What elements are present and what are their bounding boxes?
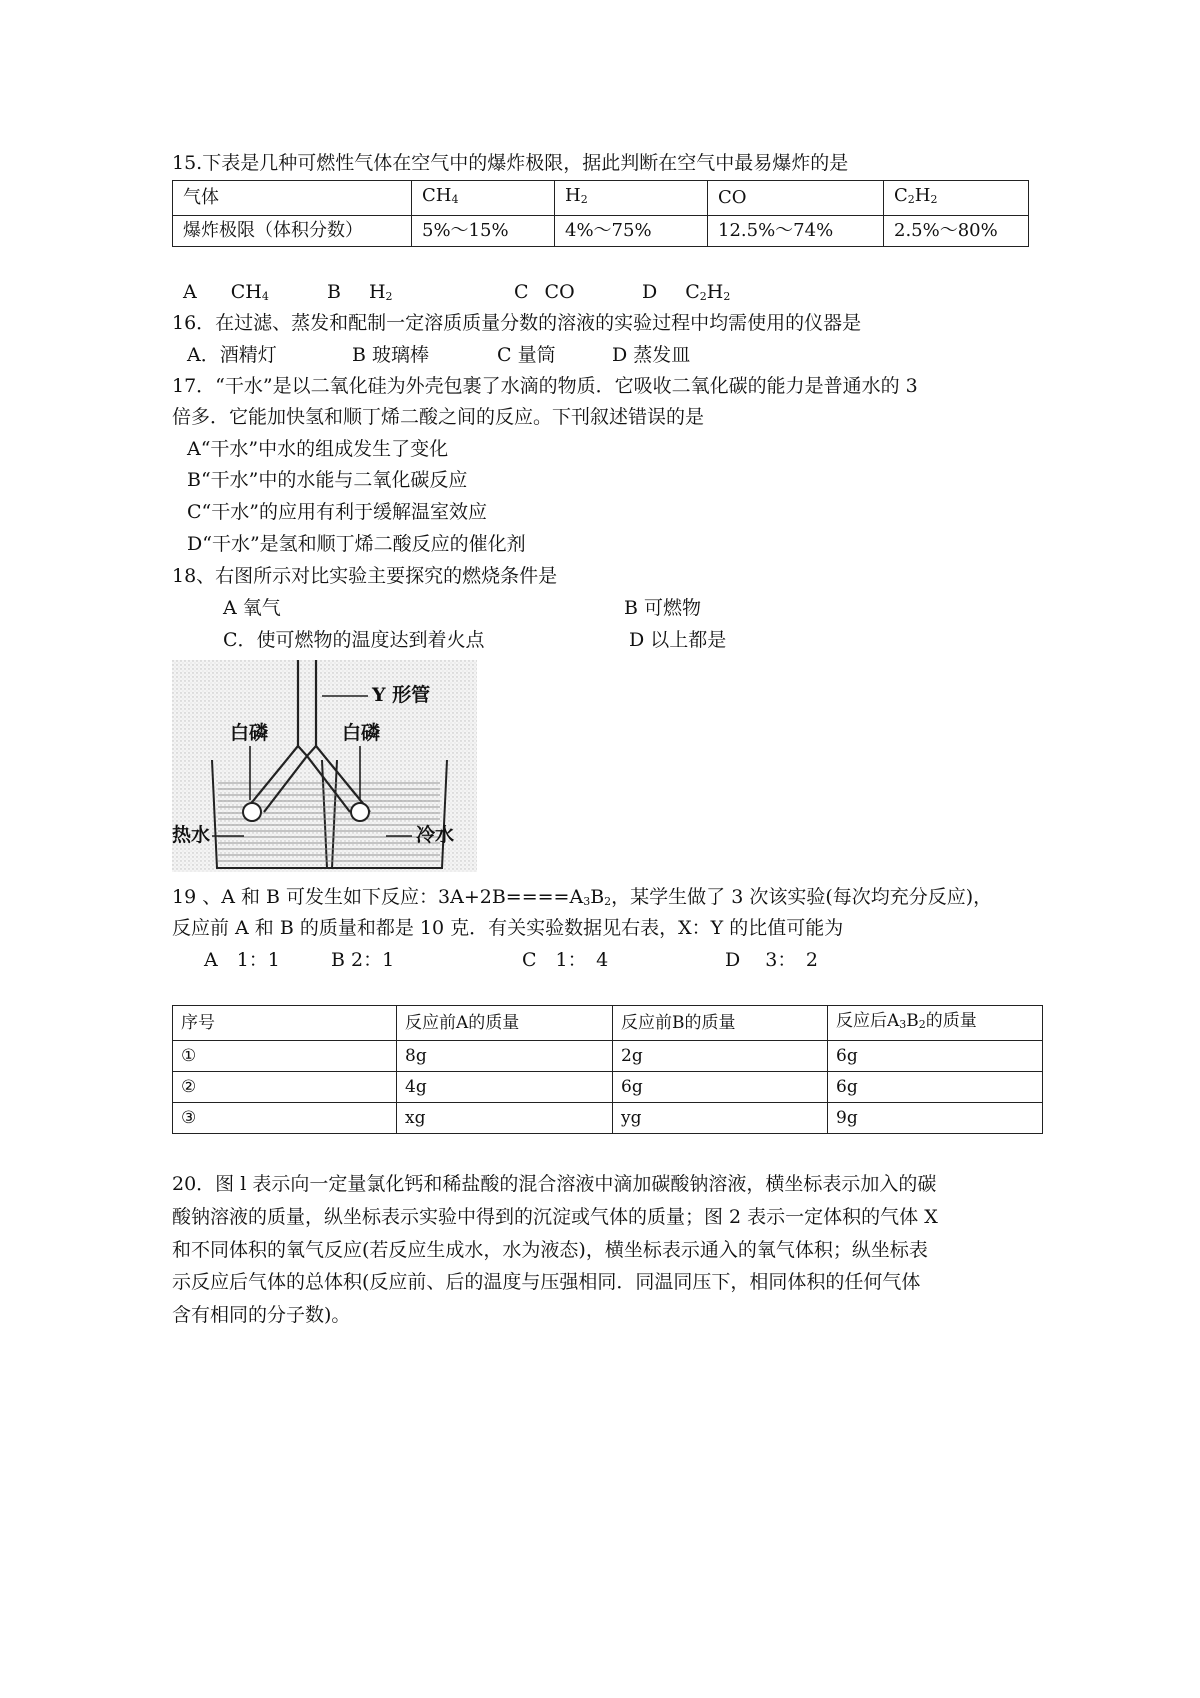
q16-option-a: A．酒精灯 xyxy=(187,344,277,366)
q20-line3: 和不同体积的氧气反应(若反应生成水，水为液态)，横坐标表示通入的氧气体积；纵坐标表 xyxy=(172,1239,928,1261)
y-tube-label: Y 形管 xyxy=(372,684,431,706)
table-cell: 2.5%～80% xyxy=(884,216,1029,247)
q15-option-a: A $CH_4$ xyxy=(183,281,269,303)
q20-line2: 酸钠溶液的质量，纵坐标表示实验中得到的沉淀或气体的质量；图 2 表示一定体积的气体 X xyxy=(172,1206,938,1228)
table-cell: 6g xyxy=(828,1072,1043,1103)
table-cell: 4%～75% xyxy=(555,216,708,247)
y-tube-experiment-figure xyxy=(172,660,477,872)
q15-option-c: C CO xyxy=(514,281,575,303)
q19-option-d: D 3： 2 xyxy=(725,949,818,971)
table-row xyxy=(173,1041,1043,1072)
q17-stem-line2: 倍多．它能加快氢和顺丁烯二酸之间的反应。下刊叙述错误的是 xyxy=(172,406,705,428)
q20-line1: 20．图 l 表示向一定量氯化钙和稀盐酸的混合溶液中滴加碳酸钠溶液，横坐标表示加入的碳 xyxy=(172,1173,937,1195)
q19-table xyxy=(172,1005,1043,1134)
q16-option-c: C 量筒 xyxy=(497,344,556,366)
q15-option-b: B $H_2$ xyxy=(327,281,393,303)
q17-option-a: A“干水”中水的组成发生了变化 xyxy=(187,438,449,460)
table-header-cell: 反应后$A_3B_2$的质量 xyxy=(828,1006,1043,1041)
table-cell: ③ xyxy=(173,1103,397,1134)
q19-stem-line1: 19 、A 和 B 可发生如下反应：$3A+2B====A_3B_2$，某学生做了 3 次该实验(每次均充分反应)， xyxy=(172,886,993,908)
white-phosphorus-left-label: 白磷 xyxy=(230,722,269,744)
hot-water-label: 热水 xyxy=(172,824,211,846)
q18-option-a: A 氧气 xyxy=(223,597,281,619)
table-cell: ① xyxy=(173,1041,397,1072)
q15-stem: 15.下表是几种可燃性气体在空气中的爆炸极限，据此判断在空气中最易爆炸的是 xyxy=(172,152,849,174)
table-cell: $CH_4$ xyxy=(412,181,555,216)
table-row xyxy=(173,1006,1043,1041)
table-cell: 6g xyxy=(828,1041,1043,1072)
table-cell: 气体 xyxy=(173,181,412,216)
q15-table xyxy=(172,180,1029,247)
table-cell: 12.5%～74% xyxy=(708,216,884,247)
q16-option-b: B 玻璃棒 xyxy=(352,344,430,366)
table-cell: 爆炸极限（体积分数） xyxy=(173,216,412,247)
table-cell: 2g xyxy=(613,1041,828,1072)
q20-line5: 含有相同的分子数)。 xyxy=(172,1304,351,1326)
white-phosphorus-right-label: 白磷 xyxy=(342,722,381,744)
table-cell: $C_2H_2$ xyxy=(884,181,1029,216)
q16-option-d: D 蒸发皿 xyxy=(612,344,691,366)
q19-stem-line2: 反应前 A 和 B 的质量和都是 10 克．有关实验数据见右表，X：Y 的比值可能为 xyxy=(172,917,844,939)
table-cell: ② xyxy=(173,1072,397,1103)
table-row xyxy=(173,181,1029,216)
table-row xyxy=(173,216,1029,247)
table-row xyxy=(173,1103,1043,1134)
cold-water-label: 冷水 xyxy=(416,824,455,846)
table-cell: 9g xyxy=(828,1103,1043,1134)
q18-option-b: B 可燃物 xyxy=(624,597,702,619)
q18-option-d: D 以上都是 xyxy=(629,629,727,651)
table-header-cell: 序号 xyxy=(173,1006,397,1041)
table-header-cell: 反应前A的质量 xyxy=(397,1006,613,1041)
q17-stem-line1: 17．“干水”是以二氧化硅为外壳包裹了水滴的物质．它吸收二氧化碳的能力是普通水的 3 xyxy=(172,375,918,397)
table-cell: 4g xyxy=(397,1072,613,1103)
q18-option-c: C．使可燃物的温度达到着火点 xyxy=(223,629,485,651)
table-row xyxy=(173,1072,1043,1103)
q17-option-c: C“干水”的应用有利于缓解温室效应 xyxy=(187,501,487,523)
table-cell: xg xyxy=(397,1103,613,1134)
q20-line4: 示反应后气体的总体积(反应前、后的温度与压强相同．同温同压下，相同体积的任何气体 xyxy=(172,1271,921,1293)
table-cell: 6g xyxy=(613,1072,828,1103)
table-cell: CO xyxy=(708,181,884,216)
q18-stem: 18、右图所示对比实验主要探究的燃烧条件是 xyxy=(172,565,558,587)
table-cell: $H_2$ xyxy=(555,181,708,216)
table-header-cell: 反应前B的质量 xyxy=(613,1006,828,1041)
q19-option-b: B 2：1 xyxy=(331,949,395,971)
q19-option-a: A 1：1 xyxy=(204,949,280,971)
q15-option-d: D $C_2H_2$ xyxy=(642,281,731,303)
table-cell: yg xyxy=(613,1103,828,1134)
table-cell: 8g xyxy=(397,1041,613,1072)
q17-option-d: D“干水”是氢和顺丁烯二酸反应的催化剂 xyxy=(187,533,526,555)
q19-option-c: C 1： 4 xyxy=(522,949,609,971)
q17-option-b: B“干水”中的水能与二氧化碳反应 xyxy=(187,469,468,491)
table-cell: 5%～15% xyxy=(412,216,555,247)
q16-stem: 16．在过滤、蒸发和配制一定溶质质量分数的溶液的实验过程中均需使用的仪器是 xyxy=(172,312,862,334)
